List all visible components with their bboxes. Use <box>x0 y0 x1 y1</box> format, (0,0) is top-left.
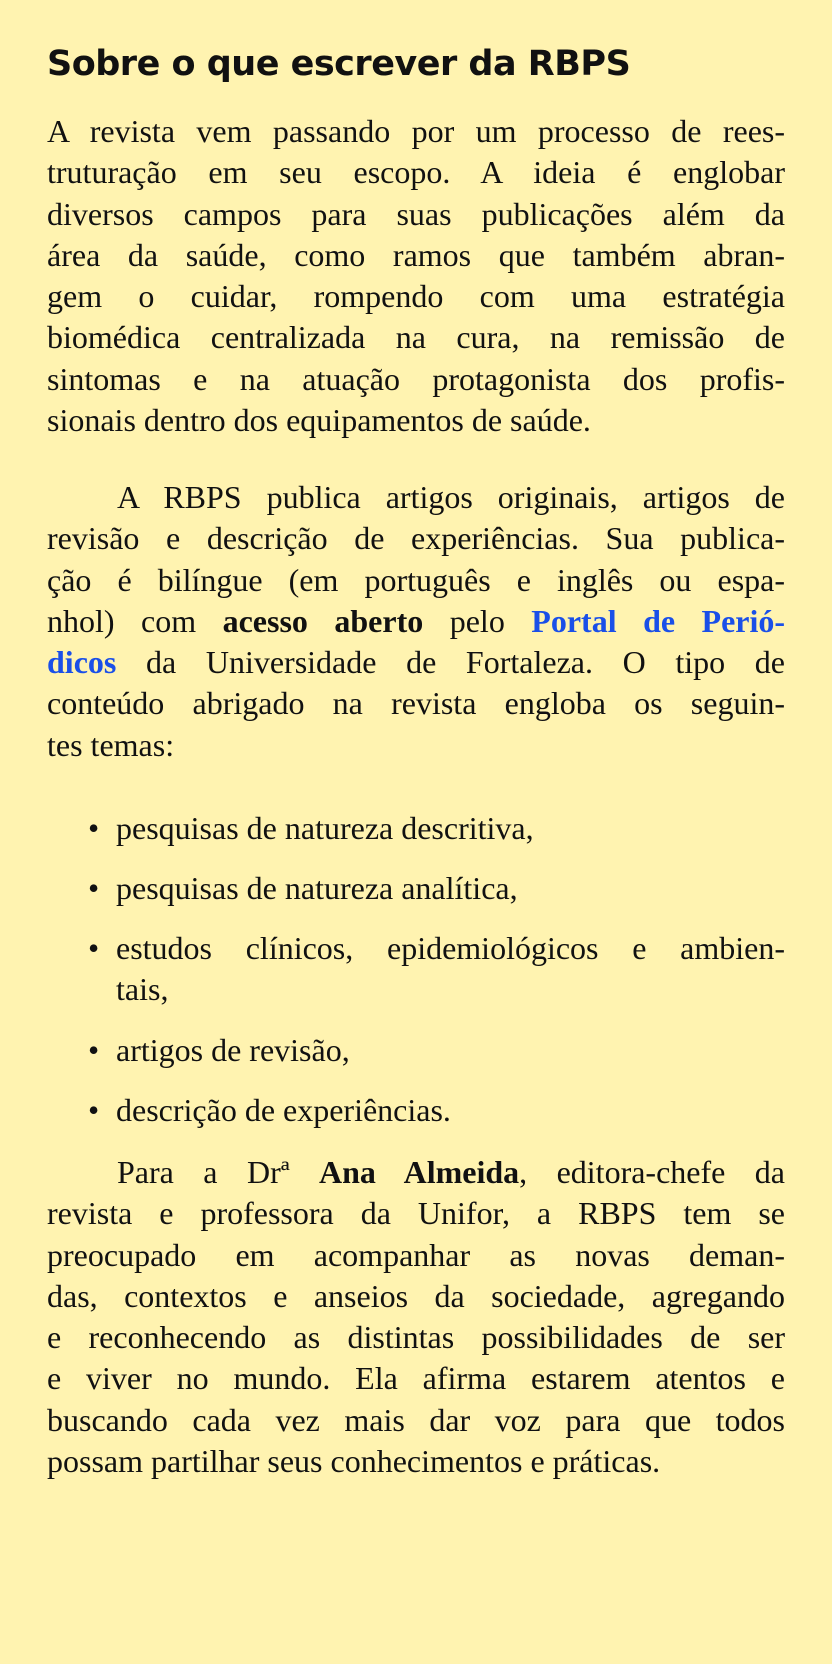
text: sionais dentro dos equipamentos de saúde. <box>47 402 591 439</box>
text-line <box>47 1276 785 1317</box>
text: revista e professora da Unifor, a RBPS tem se <box>47 1195 785 1232</box>
text-line <box>47 194 785 235</box>
text-line <box>47 560 785 601</box>
text: , editora-chefe da <box>519 1154 786 1190</box>
text: possam partilhar seus conhecimentos e práticas. <box>47 1443 661 1480</box>
text: diversos campos para suas publicações além da <box>47 195 785 232</box>
text-line <box>47 725 785 766</box>
text-line <box>47 1235 785 1276</box>
list-item <box>70 928 785 1011</box>
text: preocupado em acompanhar as novas deman- <box>47 1236 785 1273</box>
list-item-text: descrição de experiências. <box>116 1092 451 1128</box>
list-item <box>70 808 785 849</box>
text: pelo <box>423 602 532 639</box>
text: área da saúde, como ramos que também abran- <box>47 236 785 273</box>
paragraph-1 <box>47 111 785 441</box>
list-item-text: artigos de revisão, <box>116 1032 350 1068</box>
bullet-icon: • <box>88 870 100 906</box>
text: truturação em seu escopo. A ideia é englobar <box>47 154 785 191</box>
text: biomédica centralizada na cura, na remissão de <box>47 319 785 356</box>
bullet-icon: • <box>88 930 100 966</box>
text: buscando cada vez mais dar voz para que todos <box>47 1401 785 1438</box>
text: e viver no mundo. Ela afirma estarem atentos e <box>47 1360 785 1397</box>
text-line <box>47 1152 785 1193</box>
text-line <box>47 1193 785 1234</box>
text: das, contextos e anseios da sociedade, agregando <box>47 1277 785 1314</box>
text-line <box>47 518 785 559</box>
text-line <box>47 111 785 152</box>
text: gem o cuidar, rompendo com uma estratégia <box>47 278 785 315</box>
text-line <box>47 152 785 193</box>
text-line <box>47 235 785 276</box>
text-line <box>47 683 785 724</box>
text-line <box>47 477 785 518</box>
text: nhol) com <box>47 602 223 639</box>
bullet-icon: • <box>88 810 100 846</box>
bold-text: acesso aberto <box>222 602 424 639</box>
bullet-icon: • <box>88 1092 100 1128</box>
paragraph-2 <box>47 477 785 766</box>
text: sintomas e na atuação protagonista dos profis- <box>47 360 785 397</box>
text-line <box>47 317 785 358</box>
text-line <box>47 1400 785 1441</box>
text: conteúdo abrigado na revista engloba os seguin- <box>47 685 785 722</box>
text-line <box>47 1441 785 1482</box>
list-item <box>70 1030 785 1071</box>
text: tes temas: <box>47 726 175 763</box>
text-line <box>47 1317 785 1358</box>
text-line <box>47 642 785 683</box>
text: revisão e descrição de experiências. Sua publica- <box>47 520 785 557</box>
list-item-text: pesquisas de natureza descritiva, <box>116 810 534 846</box>
text-line <box>47 400 785 441</box>
text-line <box>47 601 785 642</box>
portal-periodicos-link[interactable]: Portal de Perió- <box>531 602 786 639</box>
text: ção é bilíngue (em português e inglês ou espa- <box>47 561 785 598</box>
list-item <box>70 868 785 909</box>
text-line <box>47 359 785 400</box>
text: Para a Drª <box>117 1154 319 1190</box>
bullet-icon: • <box>88 1032 100 1068</box>
text-line <box>47 276 785 317</box>
list-item-text: tais, <box>116 971 169 1008</box>
bold-text: Ana Almeida <box>319 1154 520 1190</box>
section-title: Sobre o que escrever da RBPS <box>47 44 631 84</box>
paragraph-3 <box>47 1152 785 1482</box>
text: da Universidade de Fortaleza. O tipo de <box>116 644 785 681</box>
list-item-text: pesquisas de natureza analítica, <box>116 870 518 906</box>
text: A RBPS publica artigos originais, artigos de <box>117 479 785 515</box>
list-item-text: estudos clínicos, epidemiológicos e ambien- <box>116 930 785 966</box>
text: A revista vem passando por um processo de rees- <box>47 113 785 149</box>
list-item <box>70 1090 785 1131</box>
portal-periodicos-link[interactable]: dicos <box>47 644 117 681</box>
text: e reconhecendo as distintas possibilidades de ser <box>47 1319 785 1356</box>
text-line <box>47 1358 785 1399</box>
